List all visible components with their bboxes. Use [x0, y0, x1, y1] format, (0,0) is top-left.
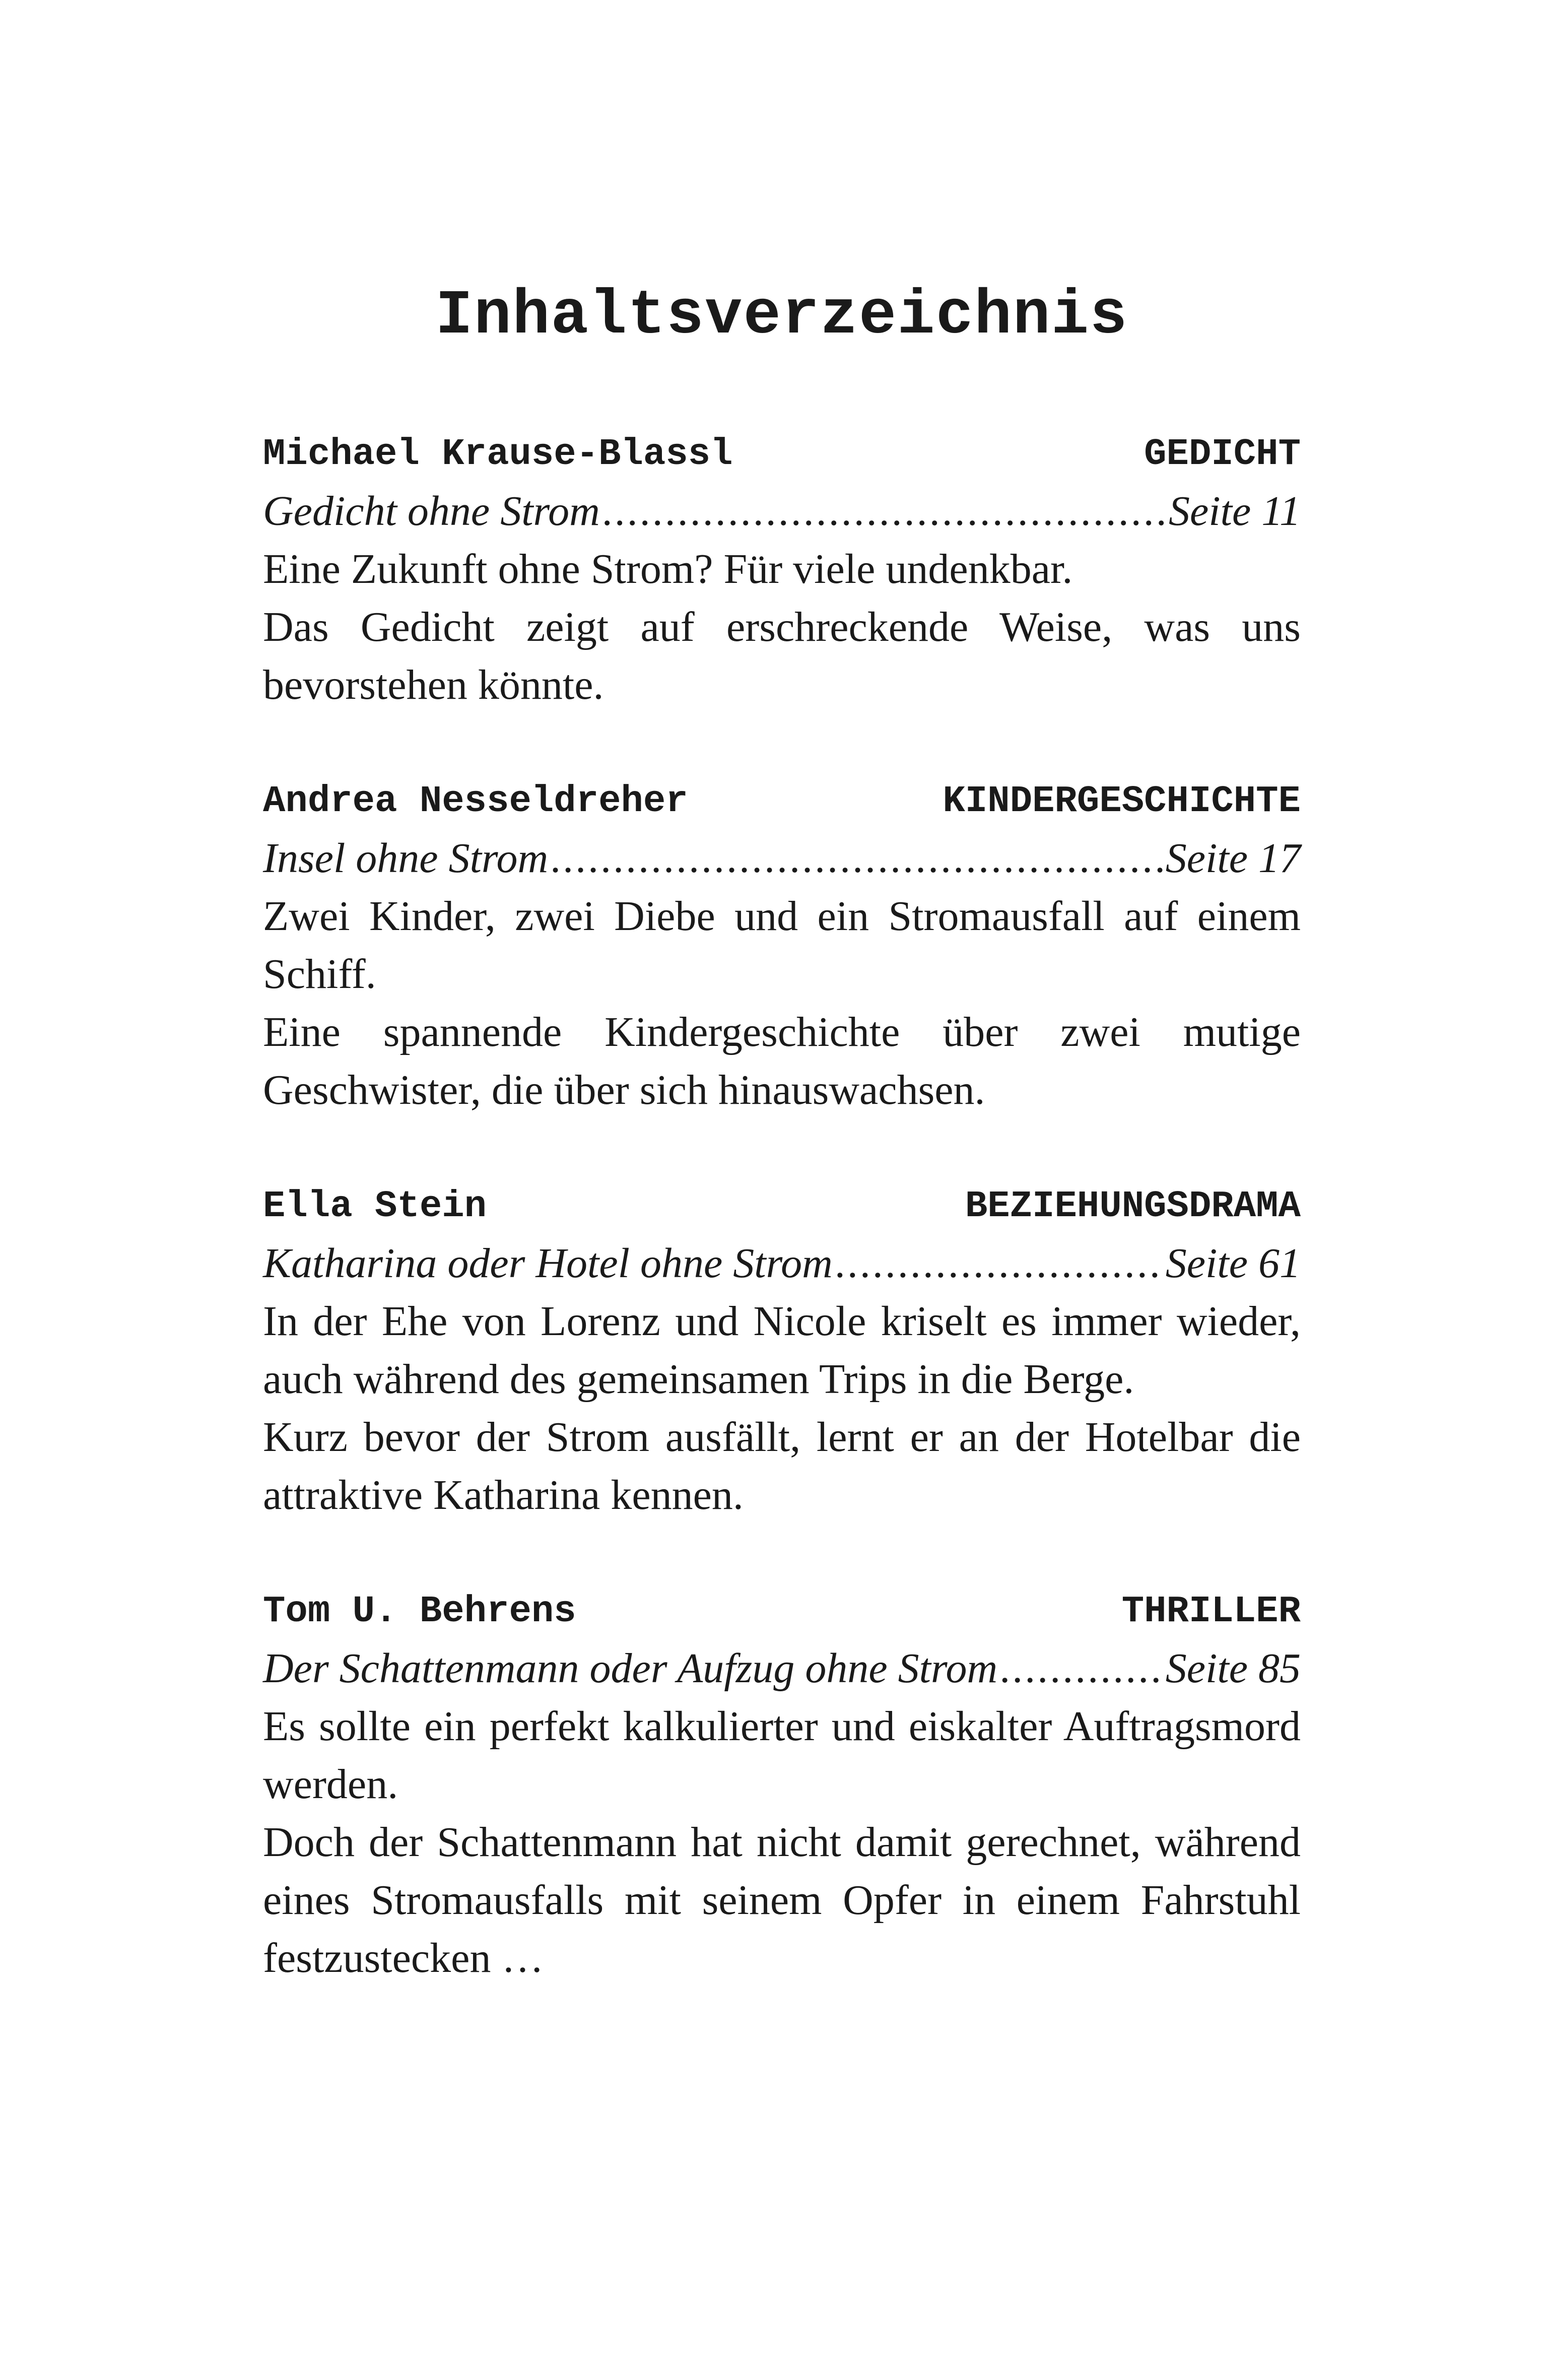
entry-author: Andrea Nesseldreher: [263, 780, 688, 823]
entry-genre: GEDICHT: [1144, 433, 1301, 476]
entry-genre: BEZIEHUNGSDRAMA: [965, 1185, 1301, 1228]
description-paragraph: Eine spannende Kindergeschichte über zwei mutige Geschwister, die über sich hinauswachsen.: [263, 1009, 1301, 1114]
entry-title-line[interactable]: [263, 1640, 1301, 1697]
entry-story-title: Katharina oder Hotel ohne Strom: [263, 1240, 833, 1287]
dot-leader: [1000, 1640, 1163, 1697]
dot-leader: [603, 483, 1166, 540]
entry-description: [263, 1292, 1301, 1524]
entry-story-title: Der Schattenmann oder Aufzug ohne Strom: [263, 1645, 998, 1692]
description-paragraph: Es sollte ein perfekt kalkulierter und eiskalter Auftragsmord werden.: [263, 1703, 1301, 1808]
toc-entry: [263, 1178, 1301, 1524]
dot-leader: [836, 1235, 1163, 1292]
page-title: Inhaltsverzeichnis: [435, 281, 1128, 352]
description-paragraph: Doch der Schattenmann hat nicht damit gerechnet, während eines Stromausfalls mit seinem Opfer in einem Fahrstuhl festzustecken …: [263, 1819, 1301, 1982]
entry-page-number: Seite 85: [1165, 1645, 1301, 1692]
description-paragraph: Zwei Kinder, zwei Diebe und ein Stromausfall auf einem Schiff.: [263, 893, 1301, 998]
description-paragraph: In der Ehe von Lorenz und Nicole kriselt es immer wieder, auch während des gemeinsamen Trips in die Berge.: [263, 1298, 1301, 1403]
description-paragraph: Eine Zukunft ohne Strom? Für viele undenkbar.: [263, 546, 1073, 593]
entry-title-line[interactable]: [263, 483, 1301, 540]
description-paragraph: Kurz bevor der Strom ausfällt, lernt er an der Hotelbar die attraktive Katharina kennen.: [263, 1414, 1301, 1519]
entry-page-number: Seite 11: [1168, 488, 1301, 535]
entry-story-title: Insel ohne Strom: [263, 835, 549, 882]
entry-story-title: Gedicht ohne Strom: [263, 488, 600, 535]
entry-genre: THRILLER: [1121, 1591, 1301, 1633]
entry-title-line[interactable]: [263, 1235, 1301, 1292]
description-paragraph: Das Gedicht zeigt auf erschreckende Weise, was uns bevorstehen könnte.: [263, 604, 1301, 709]
entry-author: Ella Stein: [263, 1185, 487, 1228]
entry-author: Michael Krause-Blassl: [263, 433, 733, 476]
entry-page-number: Seite 17: [1165, 835, 1301, 882]
entry-header: [263, 1178, 1301, 1235]
entry-header: [263, 426, 1301, 483]
entry-header: [263, 1583, 1301, 1640]
entry-header: [263, 773, 1301, 830]
entry-author: Tom U. Behrens: [263, 1591, 576, 1633]
dot-leader: [551, 830, 1163, 887]
entry-title-line[interactable]: [263, 830, 1301, 887]
entry-genre: KINDERGESCHICHTE: [943, 780, 1301, 823]
entry-description: [263, 1697, 1301, 1987]
entry-description: [263, 887, 1301, 1119]
toc-entry: [263, 1583, 1301, 1987]
toc-entry: [263, 773, 1301, 1119]
table-of-contents: [263, 282, 1301, 2046]
entry-page-number: Seite 61: [1165, 1240, 1301, 1287]
entry-description: [263, 540, 1301, 714]
toc-entry: [263, 426, 1301, 714]
